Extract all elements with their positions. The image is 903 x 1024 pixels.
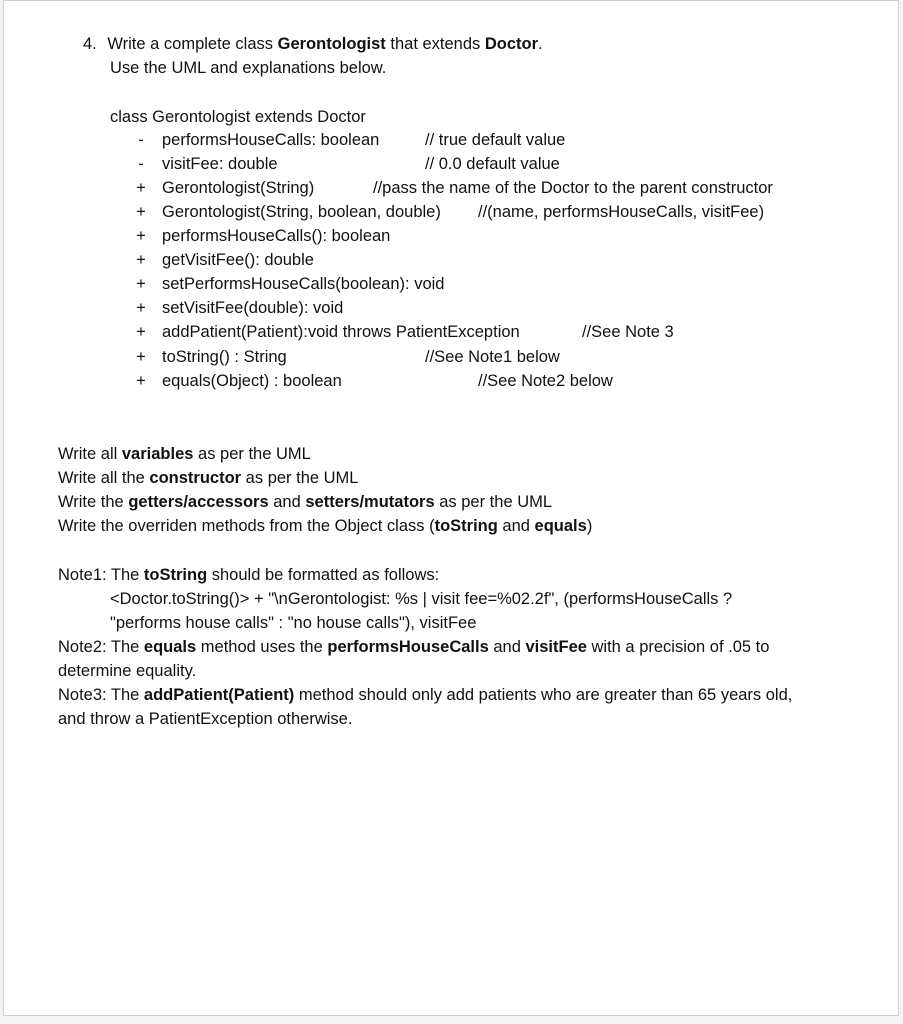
instruction-constructor: Write all the constructor as per the UML	[58, 469, 359, 487]
document-page	[3, 0, 899, 1016]
question-number: 4.	[83, 35, 97, 53]
note-3: Note3: The addPatient(Patient) method should only add patients who are greater than 65 years old,	[58, 686, 793, 704]
member-signature: addPatient(Patient):void throws PatientException	[162, 323, 520, 341]
visibility-marker: +	[136, 275, 146, 293]
note-1-code-line-1: <Doctor.toString()> + "\nGerontologist: %s | visit fee=%02.2f", (performsHouseCalls ?	[110, 590, 733, 608]
member-comment: //See Note1 below	[425, 348, 560, 366]
member-signature: performsHouseCalls: boolean	[162, 131, 380, 149]
instruction-variables: Write all variables as per the UML	[58, 445, 311, 463]
instruction-getters-setters: Write the getters/accessors and setters/mutators as per the UML	[58, 493, 553, 511]
visibility-marker: +	[136, 372, 146, 390]
member-signature: Gerontologist(String)	[162, 179, 315, 197]
member-signature: Gerontologist(String, boolean, double)	[162, 203, 441, 221]
visibility-marker: +	[136, 179, 146, 197]
member-signature: equals(Object) : boolean	[162, 372, 342, 390]
visibility-marker: -	[138, 155, 144, 173]
member-signature: getVisitFee(): double	[162, 251, 314, 269]
member-comment: // true default value	[425, 131, 566, 149]
uml-class-header: class Gerontologist extends Doctor	[110, 108, 366, 126]
member-comment: // 0.0 default value	[425, 155, 560, 173]
member-signature: setVisitFee(double): void	[162, 299, 344, 317]
visibility-marker: -	[138, 131, 144, 149]
note-2: Note2: The equals method uses the performsHouseCalls and visitFee with a precision of .05 to	[58, 638, 770, 656]
visibility-marker: +	[136, 323, 146, 341]
note-1-code-line-2: "performs house calls" : "no house calls"), visitFee	[110, 614, 477, 632]
member-signature: performsHouseCalls(): boolean	[162, 227, 391, 245]
visibility-marker: +	[136, 203, 146, 221]
parent-class-name: Doctor	[484, 35, 539, 53]
question-line-1: 4. Write a complete class Gerontologist that extends Doctor.	[83, 35, 543, 53]
member-comment: //(name, performsHouseCalls, visitFee)	[478, 203, 765, 221]
instruction-overrides: Write the overriden methods from the Object class (toString and equals)	[58, 517, 593, 535]
visibility-marker: +	[136, 227, 146, 245]
member-comment: //pass the name of the Doctor to the parent constructor	[373, 179, 773, 197]
note-1: Note1: The toString should be formatted as follows:	[58, 566, 440, 584]
note-3-line-2: and throw a PatientException otherwise.	[58, 710, 353, 728]
question-line-2: Use the UML and explanations below.	[110, 59, 387, 77]
member-comment: //See Note 3	[582, 323, 674, 341]
member-comment: //See Note2 below	[478, 372, 613, 390]
visibility-marker: +	[136, 251, 146, 269]
class-name: Gerontologist	[277, 35, 386, 53]
visibility-marker: +	[136, 299, 146, 317]
member-signature: visitFee: double	[162, 155, 278, 173]
note-2-line-2: determine equality.	[58, 662, 197, 680]
visibility-marker: +	[136, 348, 146, 366]
member-signature: setPerformsHouseCalls(boolean): void	[162, 275, 445, 293]
member-signature: toString() : String	[162, 348, 287, 366]
